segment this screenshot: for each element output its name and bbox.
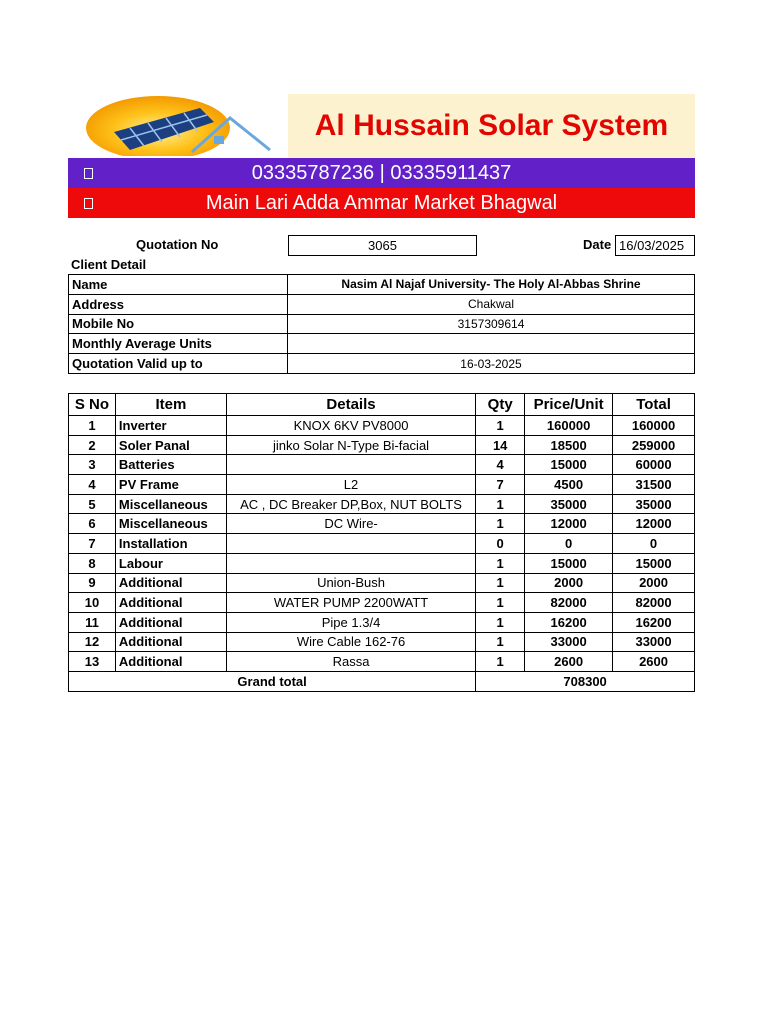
qty-cell: 14: [476, 435, 525, 455]
total-cell: 31500: [613, 475, 695, 495]
client-detail-table: [68, 274, 695, 374]
qty-cell: 1: [476, 632, 525, 652]
price-cell: 4500: [525, 475, 613, 495]
table-row: [69, 416, 695, 436]
price-cell: 15000: [525, 455, 613, 475]
qty-cell: 1: [476, 553, 525, 573]
details-cell: [226, 553, 475, 573]
details-cell: AC , DC Breaker DP,Box, NUT BOLTS: [226, 494, 475, 514]
table-row: [69, 612, 695, 632]
column-header: Details: [226, 394, 475, 416]
total-cell: 2600: [613, 652, 695, 672]
table-row: [69, 593, 695, 613]
qty-cell: 1: [476, 514, 525, 534]
date-value: 16/03/2025: [615, 235, 695, 256]
table-row: [69, 632, 695, 652]
solar-house-logo-icon: [80, 92, 280, 156]
quotation-no-label: Quotation No: [136, 237, 219, 252]
column-header: S No: [69, 394, 116, 416]
details-cell: KNOX 6KV PV8000: [226, 416, 475, 436]
phone-numbers: 03335787236 | 03335911437: [251, 161, 512, 184]
item-cell: Soler Panal: [115, 435, 226, 455]
items-header-row: [69, 394, 695, 416]
qty-cell: 0: [476, 534, 525, 554]
details-cell: DC Wire-: [226, 514, 475, 534]
price-cell: 18500: [525, 435, 613, 455]
client-field-label: Name: [69, 275, 288, 295]
table-row: [69, 514, 695, 534]
location-icon: [84, 198, 93, 209]
client-detail-label: Client Detail: [71, 257, 147, 272]
total-cell: 33000: [613, 632, 695, 652]
price-cell: 16200: [525, 612, 613, 632]
client-field-label: Mobile No: [69, 314, 288, 334]
price-cell: 2600: [525, 652, 613, 672]
phone-icon: [84, 168, 93, 179]
price-cell: 2000: [525, 573, 613, 593]
total-cell: 259000: [613, 435, 695, 455]
details-cell: Pipe 1.3/4: [226, 612, 475, 632]
price-cell: 12000: [525, 514, 613, 534]
serial-no-cell: 12: [69, 632, 116, 652]
serial-no-cell: 9: [69, 573, 116, 593]
item-cell: Batteries: [115, 455, 226, 475]
item-cell: Additional: [115, 632, 226, 652]
total-cell: 82000: [613, 593, 695, 613]
item-cell: Additional: [115, 612, 226, 632]
item-cell: PV Frame: [115, 475, 226, 495]
client-field-value: Nasim Al Najaf University- The Holy Al-Abbas Shrine: [288, 275, 695, 295]
details-cell: Union-Bush: [226, 573, 475, 593]
qty-cell: 1: [476, 652, 525, 672]
quotation-no-value: 3065: [288, 235, 477, 256]
client-field-value: Chakwal: [288, 294, 695, 314]
table-row: [69, 494, 695, 514]
item-cell: Inverter: [115, 416, 226, 436]
client-field-value: [288, 334, 695, 354]
details-cell: Wire Cable 162-76: [226, 632, 475, 652]
price-cell: 33000: [525, 632, 613, 652]
total-cell: 160000: [613, 416, 695, 436]
client-row: [69, 334, 695, 354]
item-cell: Additional: [115, 652, 226, 672]
company-name: Al Hussain Solar System: [314, 109, 669, 142]
date-label: Date: [583, 237, 612, 252]
client-field-label: Monthly Average Units: [69, 334, 288, 354]
price-cell: 35000: [525, 494, 613, 514]
column-header: Price/Unit: [525, 394, 613, 416]
details-cell: [226, 534, 475, 554]
table-row: [69, 534, 695, 554]
price-cell: 82000: [525, 593, 613, 613]
total-cell: 16200: [613, 612, 695, 632]
serial-no-cell: 11: [69, 612, 116, 632]
company-address: Main Lari Adda Ammar Market Bhagwal: [205, 191, 558, 214]
serial-no-cell: 8: [69, 553, 116, 573]
column-header: Qty: [476, 394, 525, 416]
serial-no-cell: 3: [69, 455, 116, 475]
details-cell: jinko Solar N-Type Bi-facial: [226, 435, 475, 455]
total-cell: 35000: [613, 494, 695, 514]
item-cell: Additional: [115, 593, 226, 613]
table-row: [69, 435, 695, 455]
serial-no-cell: 13: [69, 652, 116, 672]
total-cell: 2000: [613, 573, 695, 593]
address-band: [68, 188, 695, 218]
client-row: [69, 314, 695, 334]
serial-no-cell: 10: [69, 593, 116, 613]
client-row: [69, 275, 695, 295]
serial-no-cell: 2: [69, 435, 116, 455]
item-cell: Miscellaneous: [115, 514, 226, 534]
column-header: Total: [613, 394, 695, 416]
qty-cell: 7: [476, 475, 525, 495]
column-header: Item: [115, 394, 226, 416]
total-cell: 0: [613, 534, 695, 554]
qty-cell: 1: [476, 573, 525, 593]
serial-no-cell: 7: [69, 534, 116, 554]
total-cell: 15000: [613, 553, 695, 573]
client-field-value: 3157309614: [288, 314, 695, 334]
client-row: [69, 294, 695, 314]
serial-no-cell: 5: [69, 494, 116, 514]
grand-total-value: 708300: [476, 671, 695, 691]
serial-no-cell: 4: [69, 475, 116, 495]
qty-cell: 1: [476, 494, 525, 514]
price-cell: 15000: [525, 553, 613, 573]
client-row: [69, 354, 695, 374]
client-field-label: Quotation Valid up to: [69, 354, 288, 374]
table-row: [69, 573, 695, 593]
item-cell: Labour: [115, 553, 226, 573]
item-cell: Installation: [115, 534, 226, 554]
table-row: [69, 475, 695, 495]
serial-no-cell: 6: [69, 514, 116, 534]
qty-cell: 1: [476, 593, 525, 613]
client-field-label: Address: [69, 294, 288, 314]
client-field-value: 16-03-2025: [288, 354, 695, 374]
price-cell: 160000: [525, 416, 613, 436]
item-cell: Additional: [115, 573, 226, 593]
table-row: [69, 553, 695, 573]
details-cell: L2: [226, 475, 475, 495]
qty-cell: 4: [476, 455, 525, 475]
items-table: [68, 393, 695, 692]
table-row: [69, 455, 695, 475]
qty-cell: 1: [476, 612, 525, 632]
details-cell: [226, 455, 475, 475]
qty-cell: 1: [476, 416, 525, 436]
phone-band: [68, 158, 695, 188]
grand-total-row: [69, 671, 695, 691]
item-cell: Miscellaneous: [115, 494, 226, 514]
total-cell: 60000: [613, 455, 695, 475]
details-cell: WATER PUMP 2200WATT: [226, 593, 475, 613]
total-cell: 12000: [613, 514, 695, 534]
table-row: [69, 652, 695, 672]
details-cell: Rassa: [226, 652, 475, 672]
price-cell: 0: [525, 534, 613, 554]
company-title-box: [288, 94, 695, 158]
company-logo: [80, 92, 280, 156]
serial-no-cell: 1: [69, 416, 116, 436]
grand-total-label: Grand total: [69, 671, 476, 691]
